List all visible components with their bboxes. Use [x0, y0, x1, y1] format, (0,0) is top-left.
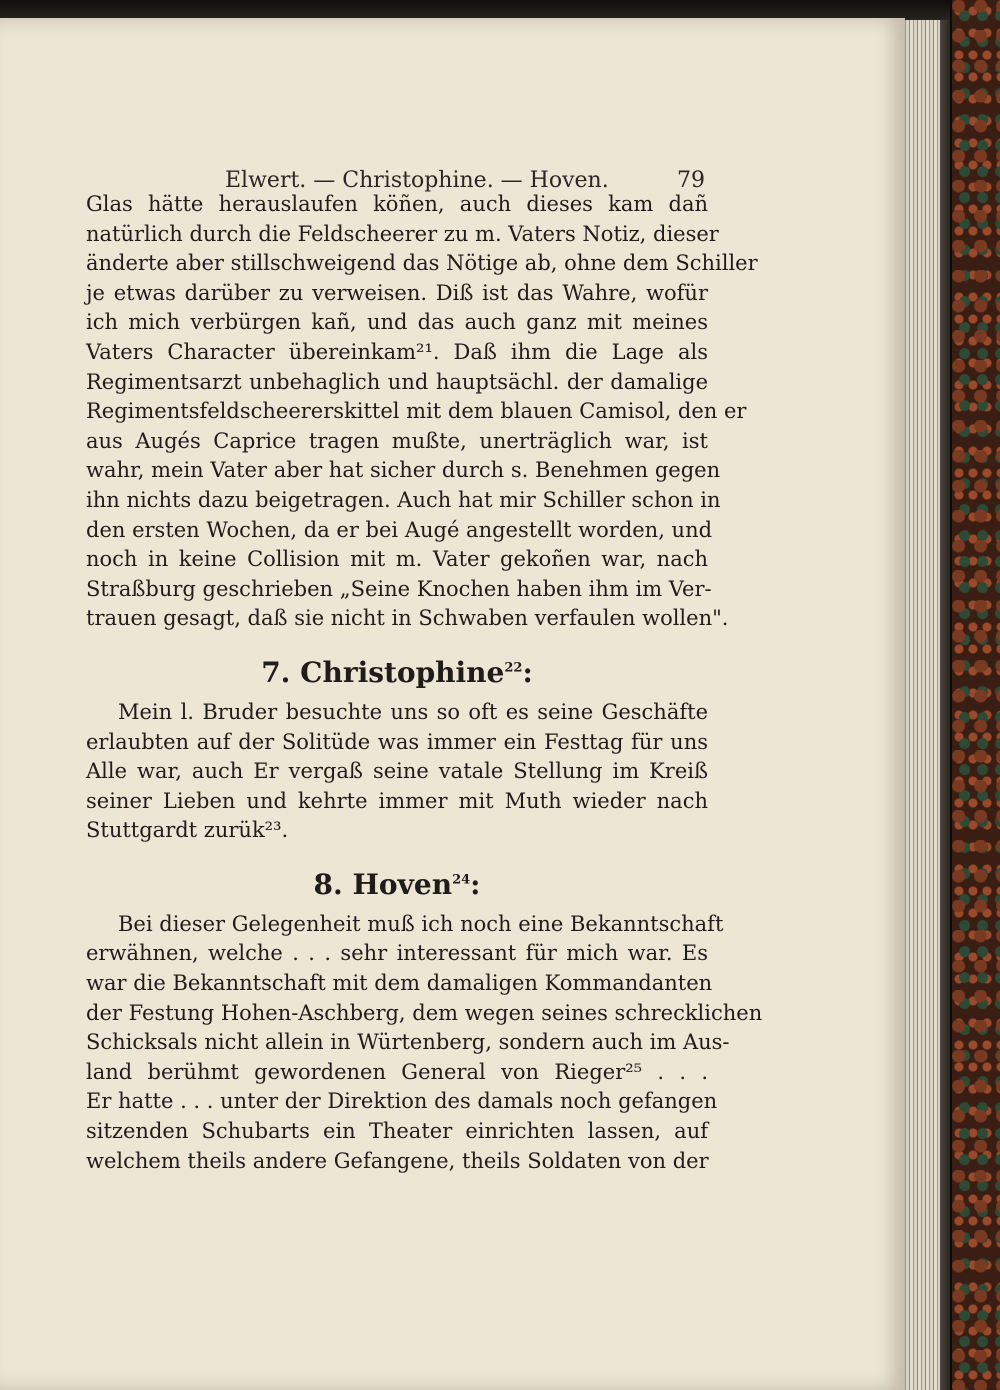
running-title: Elwert. — Christophine. — Hoven.	[225, 168, 609, 193]
text-line: änderte aber stillschweigend das Nötige ab, ohne dem Schiller	[86, 251, 758, 276]
footnote-ref: 22	[504, 660, 523, 676]
section-body-hoven	[86, 910, 763, 1176]
heading-colon: :	[470, 867, 481, 901]
heading-colon: :	[522, 655, 533, 689]
marbled-cover	[952, 0, 1000, 1390]
text-line: erwähnen, welche . . . sehr interessant für mich war. Es	[86, 941, 708, 966]
text-line: seiner Lieben und kehrte immer mit Muth wieder nach	[86, 788, 708, 813]
section-title: 7. Christophine	[261, 655, 505, 689]
section-body-christophine	[86, 698, 708, 846]
text-line: je etwas darüber zu verweisen. Diß ist das Wahre, wofür	[86, 280, 708, 305]
body-text	[86, 190, 763, 1176]
text-line: Mein l. Bruder besuchte uns so oft es seine Geschäfte	[118, 699, 708, 724]
text-line: Straßburg geschrieben „Seine Knochen haben ihm im Ver-	[86, 576, 712, 601]
text-line: trauen gesagt, daß sie nicht in Schwaben verfaulen wollen".	[86, 606, 729, 631]
text-line: erlaubten auf der Solitüde was immer ein Festtag für uns	[86, 729, 708, 754]
text-line: Alle war, auch Er vergaß seine vatale Stellung im Kreiß	[86, 759, 708, 784]
page-number: 79	[677, 168, 705, 193]
text-line: Er hatte . . . unter der Direktion des damals noch gefangen	[86, 1089, 718, 1114]
text-line: war die Bekanntschaft mit dem damaligen Kommandanten	[86, 971, 713, 996]
text-line: welchem theils andere Gefangene, theils Soldaten von der	[86, 1148, 709, 1173]
text-line: aus Augés Caprice tragen mußte, unerträglich war, ist	[86, 428, 708, 453]
section-heading-hoven	[86, 867, 708, 901]
text-line: Stuttgardt zurük²³.	[86, 818, 289, 843]
text-line: ihn nichts dazu beigetragen. Auch hat mir Schiller schon in	[86, 487, 721, 512]
text-line: Regimentsarzt unbehaglich und hauptsächl. der damalige	[86, 369, 708, 394]
text-line: Bei dieser Gelegenheit muß ich noch eine Bekanntschaft	[118, 911, 724, 936]
text-line: den ersten Wochen, da er bei Augé angestellt worden, und	[86, 517, 713, 542]
text-line: noch in keine Collision mit m. Vater gekoñen war, nach	[86, 547, 708, 572]
text-line: der Festung Hohen-Aschberg, dem wegen seines schrecklichen	[86, 1000, 763, 1025]
text-line: sitzenden Schubarts ein Theater einrichten lassen, auf	[86, 1119, 708, 1144]
text-line: wahr, mein Vater aber hat sicher durch s. Benehmen gegen	[86, 458, 721, 483]
text-line: Vaters Character übereinkam²¹. Daß ihm die Lage als	[86, 339, 708, 364]
section-heading-christophine	[86, 655, 708, 689]
text-line: Glas hätte herauslaufen köñen, auch dieses kam dañ	[86, 192, 708, 216]
text-line: natürlich durch die Feldscheerer zu m. Vaters Notiz, dieser	[86, 221, 719, 246]
paragraph-continuation	[86, 190, 758, 634]
text-line: Schicksals nicht allein in Würtenberg, sondern auch im Aus-	[86, 1030, 730, 1055]
footnote-ref: 24	[452, 872, 471, 888]
text-line: land berühmt gewordenen General von Rieger²⁵ . . .	[86, 1059, 708, 1084]
text-line: Regimentsfeldscheererskittel mit dem blauen Camisol, den er	[86, 399, 747, 424]
section-title: 8. Hoven	[313, 867, 453, 901]
text-line: ich mich verbürgen kañ, und das auch ganz mit meines	[86, 310, 708, 335]
